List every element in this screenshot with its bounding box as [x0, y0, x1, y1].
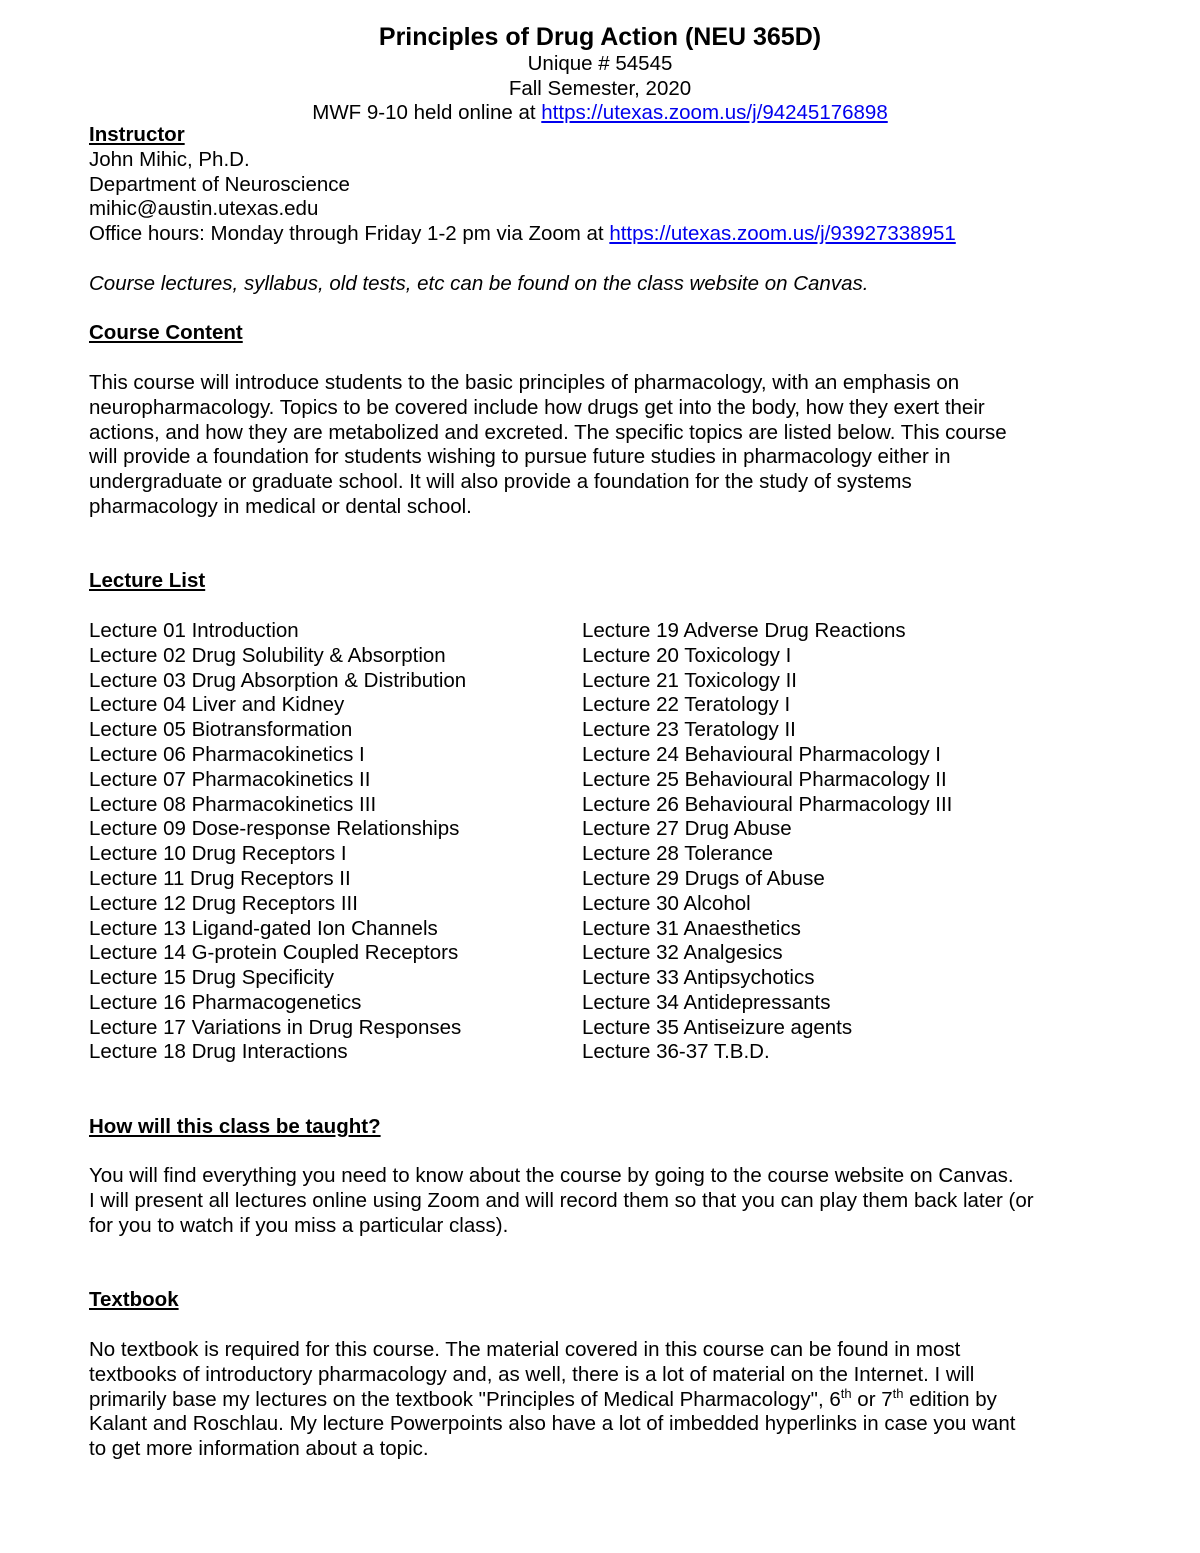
lecture-item: Lecture 12 Drug Receptors III — [89, 891, 358, 915]
lecture-item: Lecture 28 Tolerance — [582, 842, 774, 866]
lecture-item: Lecture 09 Dose-response Relationships — [89, 817, 460, 841]
lecture-item: Lecture 16 Pharmacogenetics — [89, 990, 362, 1014]
paragraph-line: You will find everything you need to know about the course by going to the course website on Canvas. — [89, 1164, 1014, 1188]
office-hours-zoom-link[interactable]: https://utexas.zoom.us/j/93927338951 — [609, 222, 956, 246]
instructor-heading: Instructor — [89, 123, 185, 146]
lecture-item: Lecture 03 Drug Absorption & Distribution — [89, 668, 467, 692]
paragraph-line: undergraduate or graduate school. It will also provide a foundation for the study of systems — [89, 470, 912, 494]
course-content-paragraph — [89, 371, 1099, 520]
paragraph-line: will provide a foundation for students wishing to pursue future studies in pharmacology either in — [89, 445, 951, 469]
textbook-text: primarily base my lectures on the textbook "Principles of Medical Pharmacology", 6 — [89, 1387, 841, 1411]
document-header — [0, 22, 1200, 126]
paragraph-line: neuropharmacology. Topics to be covered include how drugs get into the body, how they exert their — [89, 395, 985, 419]
schedule-text: MWF 9-10 held online at — [312, 101, 542, 124]
lecture-item: Lecture 06 Pharmacokinetics I — [89, 742, 365, 766]
lecture-item: Lecture 27 Drug Abuse — [582, 817, 792, 841]
paragraph-line: I will present all lectures online using Zoom and will record them so that you can play them back later (or — [89, 1189, 1034, 1213]
lecture-item: Lecture 07 Pharmacokinetics II — [89, 767, 371, 791]
lecture-item: Lecture 14 G-protein Coupled Receptors — [89, 941, 459, 965]
lecture-item: Lecture 18 Drug Interactions — [89, 1040, 348, 1064]
semester: Fall Semester, 2020 — [508, 76, 692, 100]
lecture-item: Lecture 10 Drug Receptors I — [89, 842, 347, 866]
office-hours-line — [89, 222, 1099, 247]
lecture-item: Lecture 19 Adverse Drug Reactions — [582, 618, 906, 642]
textbook-text: edition by — [903, 1387, 997, 1411]
textbook-heading: Textbook — [89, 1288, 179, 1312]
lecture-list-heading: Lecture List — [89, 569, 206, 593]
superscript: th — [840, 1385, 852, 1401]
lecture-list — [89, 619, 1099, 1065]
lecture-item: Lecture 15 Drug Specificity — [89, 966, 334, 990]
lecture-item: Lecture 33 Antipsychotics — [582, 966, 815, 990]
paragraph-line: This course will introduce students to the basic principles of pharmacology, with an emphasis on — [89, 370, 960, 394]
paragraph-line: Kalant and Roschlau. My lecture Powerpoints also have a lot of imbedded hyperlinks in case you want — [89, 1412, 1016, 1436]
lecture-item: Lecture 17 Variations in Drug Responses — [89, 1015, 462, 1039]
lecture-item: Lecture 29 Drugs of Abuse — [582, 866, 825, 890]
lecture-item: Lecture 31 Anaesthetics — [582, 916, 801, 940]
lecture-item: Lecture 23 Teratology II — [582, 718, 796, 742]
lecture-item: Lecture 30 Alcohol — [582, 891, 751, 915]
paragraph-line: actions, and how they are metabolized and excreted. The specific topics are listed below. This course — [89, 420, 1007, 444]
lecture-item: Lecture 20 Toxicology I — [582, 643, 792, 667]
instructor-name: John Mihic, Ph.D. — [89, 147, 250, 171]
class-zoom-link[interactable]: https://utexas.zoom.us/j/94245176898 — [541, 101, 888, 124]
canvas-note: Course lectures, syllabus, old tests, etc can be found on the class website on Canvas. — [89, 271, 869, 295]
lecture-item: Lecture 08 Pharmacokinetics III — [89, 792, 377, 816]
course-content-heading: Course Content — [89, 321, 243, 345]
document-body — [89, 123, 1099, 1462]
paragraph-line: for you to watch if you miss a particular class). — [89, 1214, 509, 1238]
lecture-item: Lecture 13 Ligand-gated Ion Channels — [89, 916, 438, 940]
lecture-item: Lecture 21 Toxicology II — [582, 668, 797, 692]
course-title: Principles of Drug Action (NEU 365D) — [378, 23, 822, 51]
schedule-line — [0, 101, 1200, 126]
paragraph-line — [89, 1385, 1099, 1413]
instructor-department: Department of Neuroscience — [89, 172, 350, 196]
paragraph-line: textbooks of introductory pharmacology and, as well, there is a lot of material on the Internet. I will — [89, 1362, 975, 1386]
paragraph-line: to get more information about a topic. — [89, 1437, 429, 1461]
lecture-item: Lecture 34 Antidepressants — [582, 990, 831, 1014]
lecture-item: Lecture 32 Analgesics — [582, 941, 783, 965]
lecture-item: Lecture 22 Teratology I — [582, 693, 791, 717]
lecture-item: Lecture 01 Introduction — [89, 618, 299, 642]
instructor-email: mihic@austin.utexas.edu — [89, 197, 319, 221]
lecture-item: Lecture 11 Drug Receptors II — [89, 866, 351, 890]
textbook-paragraph — [89, 1338, 1099, 1462]
how-taught-heading: How will this class be taught? — [89, 1114, 381, 1138]
lecture-column-right — [582, 619, 1092, 1065]
lecture-item: Lecture 04 Liver and Kidney — [89, 693, 345, 717]
lecture-item: Lecture 05 Biotransformation — [89, 718, 353, 742]
paragraph-line: pharmacology in medical or dental school. — [89, 494, 472, 518]
lecture-item: Lecture 24 Behavioural Pharmacology I — [582, 742, 941, 766]
lecture-item: Lecture 25 Behavioural Pharmacology II — [582, 767, 947, 791]
lecture-item: Lecture 26 Behavioural Pharmacology III — [582, 792, 953, 816]
lecture-item: Lecture 36-37 T.B.D. — [582, 1040, 770, 1064]
how-taught-paragraph — [89, 1164, 1099, 1238]
lecture-column-left — [89, 619, 582, 1065]
lecture-item: Lecture 02 Drug Solubility & Absorption — [89, 643, 446, 667]
paragraph-line: No textbook is required for this course. The material covered in this course can be found in most — [89, 1338, 961, 1362]
superscript: th — [892, 1385, 904, 1401]
unique-number: Unique # 54545 — [527, 52, 673, 75]
office-hours-text: Office hours: Monday through Friday 1-2 pm via Zoom at — [89, 222, 610, 246]
lecture-item: Lecture 35 Antiseizure agents — [582, 1015, 853, 1039]
textbook-text: or 7 — [851, 1387, 893, 1411]
